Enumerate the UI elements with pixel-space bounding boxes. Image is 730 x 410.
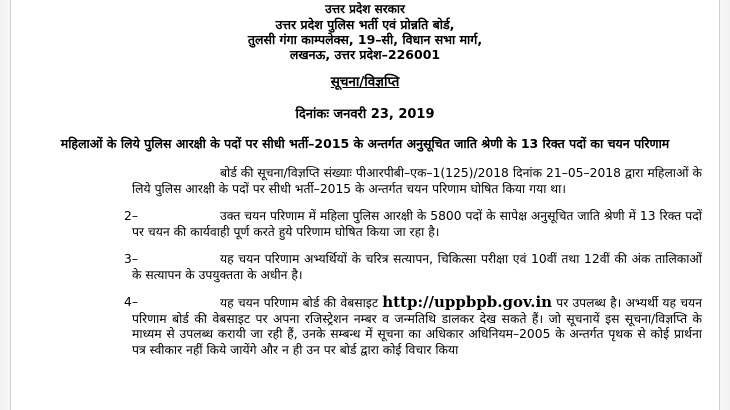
board-website-link[interactable]: http://uppbpb.gov.in xyxy=(382,293,553,311)
subject-heading: महिलाओं के लिये पुलिस आरक्षी के पदों पर सीधी भर्ती–2015 के अन्तर्गत अनुसूचित जाति श्रेणी के 13 रिक्त पदों का चयन परिणाम xyxy=(60,136,670,151)
letterhead-line-2: उत्तर प्रदेश पुलिस भर्ती एवं प्रोन्नति बोर्ड, xyxy=(275,17,455,32)
notice-title: सूचना/विज्ञप्ति xyxy=(330,74,400,90)
date-line: दिनांकः जनवरी 23, 2019 xyxy=(295,107,435,122)
paragraph-number: 4– xyxy=(124,295,138,309)
paragraph-text: यह चयन परिणाम अभ्यर्थियों के चरित्र सत्यापन, चिकित्सा परीक्षा एवं 10वीं तथा 12वीं की अंक तालिकाओं के सत्यापन के उपयुक्तता के अधीन है। xyxy=(132,252,702,282)
paragraph-text xyxy=(132,295,702,358)
paragraph-1 xyxy=(132,166,702,197)
paragraph-3 xyxy=(124,252,702,283)
paragraph-text: उक्त चयन परिणाम में महिला पुलिस आरक्षी के 5800 पदों के सापेक्ष अनुसूचित जाति श्रेणी में 13 रिक्त पदों पर चयन की कार्यवाही पूर्ण करते हुये परिणाम घोषित किया जा रहा है। xyxy=(132,209,702,239)
letterhead xyxy=(14,2,716,62)
document-page xyxy=(14,0,716,410)
letterhead-line-1: उत्तर प्रदेश सरकार xyxy=(325,2,405,16)
paragraph-text-end: पर उपलब्ध है। अभ्यर्थी यह चयन परिणाम बोर्ड की वेबसाइट पर अपना रजिस्ट्रेशन नम्बर व जन्मतिथि डालकर देख सकते हैं। जो सूचनायें इस सूचना/विज्ञप्ति के माध्यम से उपलब्ध करायी जा रही हैं, उनके सम्बन्ध में सूचना का अधिकार अधिनियम–2005 के अन्तर्गत पृथक से कोई प्रार्थना पत्र स्वीकार नहीं किये जायेंगे और न ही उन पर बोर्ड द्वारा कोई विचार किया xyxy=(132,296,702,357)
paragraph-2 xyxy=(124,209,702,240)
paragraph-4 xyxy=(124,293,702,358)
viewer-right-edge xyxy=(719,0,730,410)
viewer-left-edge xyxy=(0,0,11,410)
paragraph-number: 2– xyxy=(124,209,138,223)
paragraph-text: बोर्ड की सूचना/विज्ञप्ति संख्याः पीआरपीबी–एक–1(125)/2018 दिनांक 21–05–2018 द्वारा महिलाओं के लिये पुलिस आरक्षी के पदों पर सीधी भर्ती–2015 के अन्तर्गत चयन परिणाम घोषित किया गया था। xyxy=(132,166,702,196)
paragraph-number: 3– xyxy=(124,252,138,266)
letterhead-line-4: लखनऊ, उत्तर प्रदेश–226001 xyxy=(289,47,441,62)
notice-heading xyxy=(14,72,716,90)
letterhead-line-3: तुलसी गंगा काम्पलेक्स, 19–सी, विधान सभा मार्ग, xyxy=(247,32,483,47)
paragraph-text-start: यह चयन परिणाम बोर्ड की वेबसाइट xyxy=(220,296,383,310)
